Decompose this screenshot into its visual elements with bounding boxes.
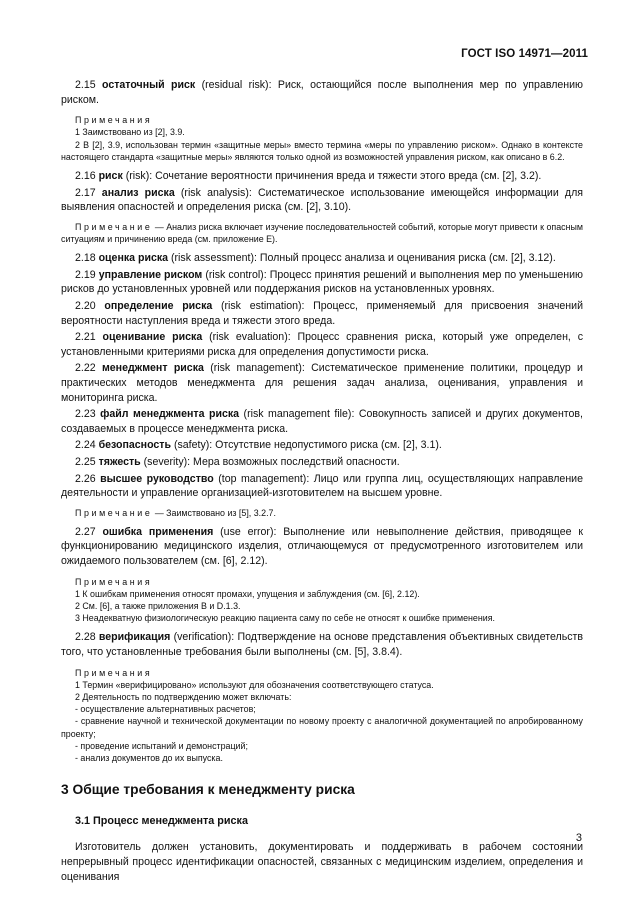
note-line: 2 Деятельность по подтверждению может включать: — [75, 692, 292, 703]
note-label: Примечания — [75, 576, 153, 587]
term-2-20: 2.20 определение риска (risk estimation): Процесс, применяемый для присвоения значений вероятности наступления вреда и тяжести этого вреда. — [61, 299, 583, 327]
term-2-23: 2.23 файл менеджмента риска (risk management file): Совокупность записей и других документов, создаваемых в процессе менеджмента риска. — [61, 408, 583, 435]
term-2-28: 2.28 верификация (verification): Подтверждение на основе представления объективных свидетельств того, что установленные требования были выполнены (см. [5], 3.8.4). — [61, 631, 583, 659]
note-2-26: Примечание — Заимствовано из [5], 3.2.7. — [75, 507, 276, 518]
note-label: Примечания — [75, 115, 153, 126]
term-2-26: 2.26 высшее руководство (top management): Лицо или группа лиц, осуществляющих направление деятельности и управление организацией-изготовителем на высшем уровне. — [61, 472, 583, 500]
note-line: 1 Заимствовано из [2], 3.9. — [75, 127, 185, 138]
note-line: 1 К ошибкам применения относят промахи, упущения и заблуждения (см. [6], 2.12). — [75, 588, 420, 599]
term-2-27: 2.27 ошибка применения (use error): Выполнение или невыполнение действия, приводящее к функционированию медицинского изделия, отличающемуся от предусмотренного изготовителем или ожидаемого пользователем (см. [6], 2.12). — [61, 525, 583, 568]
note-line: 2 См. [6], а также приложения В и D.1.3. — [75, 601, 241, 612]
note-line: - анализ документов до их выпуска. — [75, 753, 223, 764]
subsection-heading: 3.1 Процесс менеджмента риска — [75, 814, 248, 827]
term-2-25: 2.25 тяжесть (severity): Мера возможных последствий опасности. — [75, 455, 400, 468]
note-line: - осуществление альтернативных расчетов; — [75, 704, 256, 715]
term-2-15: 2.15 остаточный риск (residual risk): Риск, остающийся после выполнения мер по управлению риском. — [61, 79, 584, 106]
note-label: Примечания — [75, 667, 153, 678]
page-content — [61, 78, 583, 886]
note-2-17: Примечание — Анализ риска включает изучение последовательностей событий, которые могут привести к опасным ситуациям и причинению вреда (см. приложение Е). — [61, 221, 583, 244]
term-2-16: 2.16 риск (risk): Сочетание вероятности причинения вреда и тяжести этого вреда (см. [2], 3.2). — [75, 170, 542, 182]
term-2-18: 2.18 оценка риска (risk assessment): Полный процесс анализа и оценивания риска (см. [2], 3.12). — [75, 252, 556, 265]
section-heading: 3 Общие требования к менеджменту риска — [61, 782, 355, 798]
term-2-21: 2.21 оценивание риска (risk evaluation): Процесс сравнения риска, который уже определен, с установленными критериями риска для определения допустимости риска. — [61, 331, 584, 358]
term-2-22: 2.22 менеджмент риска (risk management): Систематическое применение политики, процедур и практических методов менеджмента для решения задач анализа, оценивания, управления и мониторинга риска. — [61, 362, 583, 404]
page-number: 3 — [575, 832, 582, 844]
note-line: 1 Термин «верифицировано» используют для обозначения соответствующего статуса. — [75, 679, 434, 690]
term-2-19: 2.19 управление риском (risk control): Процесс принятия решений и выполнения мер по уменьшению рисков до установленных уровней или поддержания рисков на установленных уровнях. — [61, 268, 583, 296]
note-line: 2 В [2], 3.9, использован термин «защитные меры» вместо термина «меры по управлению риском». Однако в контексте настоящего стандарта «защитные меры» являются только одной из возможностей управления риском, как описано в 6.2. — [61, 139, 583, 162]
section-paragraph: Изготовитель должен установить, документировать и поддерживать в рабочем состоянии непрерывный процесс идентификации опасностей, связанных с медицинским изделием, определения и оценивания — [61, 841, 583, 883]
note-line: - сравнение научной и технической документации по новому проекту с аналогичной документацией по апробированному проекту; — [61, 716, 583, 739]
standard-header: ГОСТ ISO 14971—2011 — [461, 48, 588, 60]
note-line: 3 Неадекватную физиологическую реакцию пациента саму по себе не относят к ошибке применения. — [75, 613, 495, 624]
term-2-17: 2.17 анализ риска (risk analysis): Систематическое использование имеющейся информации для выявления опасностей и определения риска (см. [2], 3.10). — [61, 186, 583, 214]
note-line: - проведение испытаний и демонстраций; — [75, 740, 248, 751]
term-2-24: 2.24 безопасность (safety): Отсутствие недопустимого риска (см. [2], 3.1). — [75, 439, 442, 452]
